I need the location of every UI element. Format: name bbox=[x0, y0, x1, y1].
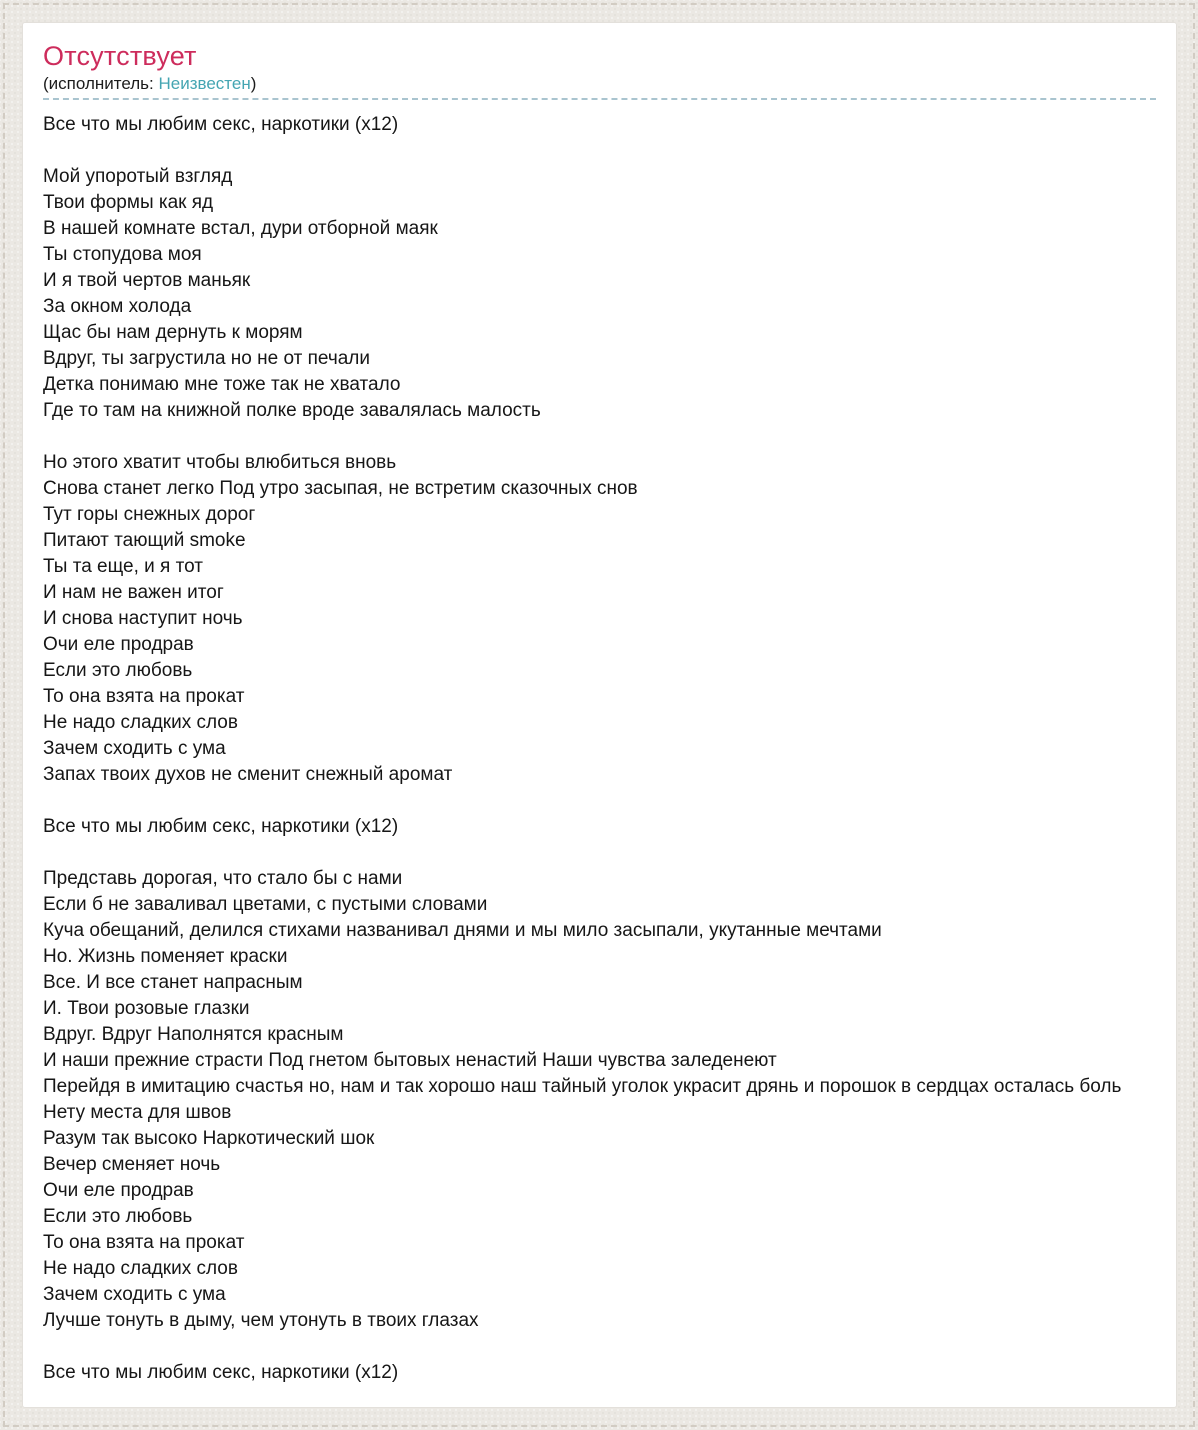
lyric-line: Зачем сходить с ума bbox=[43, 1284, 226, 1305]
lyric-line: Очи еле продрав bbox=[43, 1180, 194, 1201]
lyric-line: Детка понимаю мне тоже так не хватало bbox=[43, 374, 401, 395]
lyric-line: Снова станет легко Под утро засыпая, не встретим сказочных снов bbox=[43, 478, 638, 499]
artist-line-close-paren: ) bbox=[250, 74, 257, 93]
lyrics-card bbox=[22, 22, 1177, 1408]
lyric-line: Питают тающий smoke bbox=[43, 530, 246, 551]
lyric-line bbox=[43, 424, 1156, 450]
lyric-line bbox=[43, 788, 1156, 814]
lyric-line: Вдруг, ты загрустила но не от печали bbox=[43, 348, 370, 369]
lyrics-text bbox=[43, 112, 1156, 1386]
page-title: Отсутствует bbox=[43, 41, 197, 71]
lyric-line: Все что мы любим секс, наркотики (х12) bbox=[43, 114, 399, 135]
lyric-line: Если это любовь bbox=[43, 660, 193, 681]
lyric-line: Все что мы любим секс, наркотики (х12) bbox=[43, 816, 399, 837]
lyric-line: Тут горы снежных дорог bbox=[43, 504, 256, 525]
lyric-line: То она взята на прокат bbox=[43, 686, 245, 707]
lyric-line: Все что мы любим секс, наркотики (х12) bbox=[43, 1362, 399, 1383]
lyric-line: И. Твои розовые глазки bbox=[43, 998, 250, 1019]
lyric-line: Мой упоротый взгляд bbox=[43, 166, 233, 187]
lyric-line bbox=[43, 1334, 1156, 1360]
lyric-line: Все. И все станет напрасным bbox=[43, 972, 303, 993]
lyric-line: Вечер сменяет ночь bbox=[43, 1154, 221, 1175]
lyric-line: Не надо сладких слов bbox=[43, 712, 238, 733]
lyric-line: Щас бы нам дернуть к морям bbox=[43, 322, 303, 343]
lyric-line: И я твой чертов маньяк bbox=[43, 270, 251, 291]
artist-label: (исполнитель: bbox=[43, 74, 159, 93]
lyric-line: И наши прежние страсти Под гнетом бытовых ненастий Наши чувства заледенеют bbox=[43, 1050, 777, 1071]
lyric-line: Разум так высоко Наркотический шок bbox=[43, 1128, 375, 1149]
lyric-line: И снова наступит ночь bbox=[43, 608, 243, 629]
artist-link[interactable]: Неизвестен bbox=[158, 74, 251, 93]
lyric-line: Очи еле продрав bbox=[43, 634, 194, 655]
lyric-line: Лучше тонуть в дыму, чем утонуть в твоих глазах bbox=[43, 1310, 479, 1331]
dashed-separator bbox=[43, 98, 1156, 100]
lyric-line: Ты стопудова моя bbox=[43, 244, 202, 265]
lyric-line bbox=[43, 840, 1156, 866]
lyric-line: То она взята на прокат bbox=[43, 1232, 245, 1253]
lyric-line: Представь дорогая, что стало бы с нами bbox=[43, 868, 403, 889]
lyric-line: Перейдя в имитацию счастья но, нам и так хорошо наш тайный уголок украсит дрянь и порошок в сердцах осталась боль bbox=[43, 1076, 1122, 1097]
lyric-line: В нашей комнате встал, дури отборной маяк bbox=[43, 218, 438, 239]
lyric-line: Если это любовь bbox=[43, 1206, 193, 1227]
lyric-line: Запах твоих духов не сменит снежный аромат bbox=[43, 764, 453, 785]
lyric-line: Но этого хватит чтобы влюбиться вновь bbox=[43, 452, 397, 473]
lyric-line: Где то там на книжной полке вроде завалялась малость bbox=[43, 400, 541, 421]
lyric-line bbox=[43, 138, 1156, 164]
lyric-line: Но. Жизнь поменяет краски bbox=[43, 946, 288, 967]
lyric-line: Куча обещаний, делился стихами названивал днями и мы мило засыпали, укутанные мечтами bbox=[43, 920, 882, 941]
lyric-line: Ты та еще, и я тот bbox=[43, 556, 203, 577]
lyric-line: За окном холода bbox=[43, 296, 192, 317]
artist-line bbox=[43, 73, 1156, 95]
lyric-line: Твои формы как яд bbox=[43, 192, 214, 213]
lyric-line: Не надо сладких слов bbox=[43, 1258, 238, 1279]
lyric-line: И нам не важен итог bbox=[43, 582, 224, 603]
lyric-line: Нету места для швов bbox=[43, 1102, 232, 1123]
lyric-line: Если б не заваливал цветами, с пустыми словами bbox=[43, 894, 488, 915]
lyric-line: Вдруг. Вдруг Наполнятся красным bbox=[43, 1024, 344, 1045]
lyric-line: Зачем сходить с ума bbox=[43, 738, 226, 759]
